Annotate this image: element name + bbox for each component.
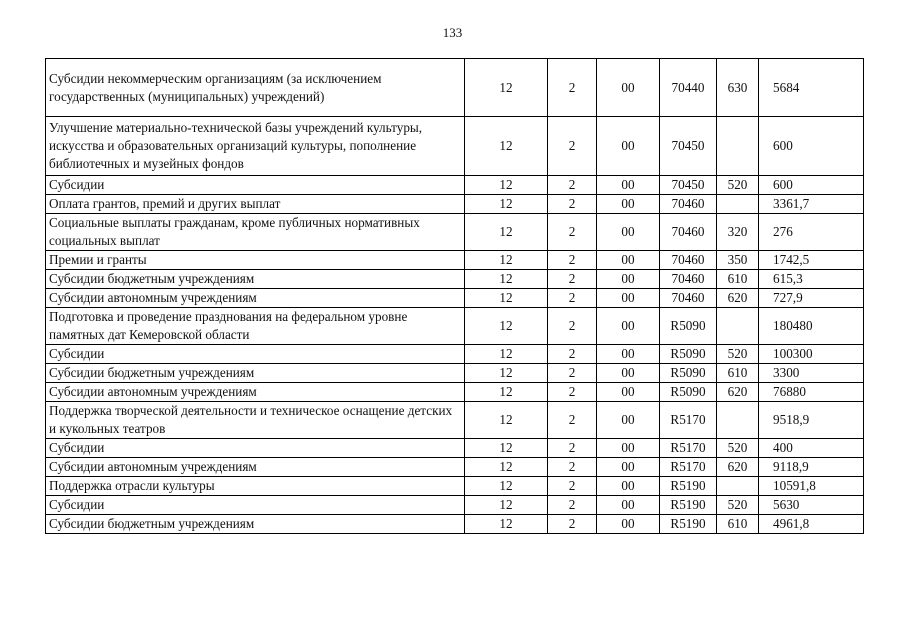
amount-cell: 5630 bbox=[759, 496, 864, 515]
expense-type-cell bbox=[717, 308, 759, 345]
section-cell: 12 bbox=[465, 270, 548, 289]
amount-cell: 76880 bbox=[759, 383, 864, 402]
section-cell: 12 bbox=[465, 176, 548, 195]
expense-type-cell: 610 bbox=[717, 270, 759, 289]
section-cell: 12 bbox=[465, 364, 548, 383]
expense-type-cell: 620 bbox=[717, 289, 759, 308]
section-cell: 12 bbox=[465, 117, 548, 176]
subsection-cell: 2 bbox=[548, 308, 597, 345]
program-cell: 00 bbox=[597, 496, 660, 515]
subsection-cell: 2 bbox=[548, 477, 597, 496]
amount-cell: 615,3 bbox=[759, 270, 864, 289]
table-row bbox=[46, 496, 864, 515]
expense-type-cell: 520 bbox=[717, 439, 759, 458]
subsection-cell: 2 bbox=[548, 117, 597, 176]
subsection-cell: 2 bbox=[548, 515, 597, 534]
subsection-cell: 2 bbox=[548, 345, 597, 364]
article-cell: R5170 bbox=[660, 439, 717, 458]
amount-cell: 9118,9 bbox=[759, 458, 864, 477]
section-cell: 12 bbox=[465, 308, 548, 345]
item-name-cell: Субсидии bbox=[46, 345, 465, 364]
subsection-cell: 2 bbox=[548, 402, 597, 439]
table-row bbox=[46, 117, 864, 176]
amount-cell: 4961,8 bbox=[759, 515, 864, 534]
amount-cell: 400 bbox=[759, 439, 864, 458]
article-cell: 70450 bbox=[660, 176, 717, 195]
subsection-cell: 2 bbox=[548, 214, 597, 251]
table-row bbox=[46, 195, 864, 214]
amount-cell: 1742,5 bbox=[759, 251, 864, 270]
expense-type-cell: 620 bbox=[717, 383, 759, 402]
table-row bbox=[46, 270, 864, 289]
program-cell: 00 bbox=[597, 383, 660, 402]
subsection-cell: 2 bbox=[548, 270, 597, 289]
program-cell: 00 bbox=[597, 515, 660, 534]
article-cell: R5170 bbox=[660, 458, 717, 477]
article-cell: R5090 bbox=[660, 308, 717, 345]
subsection-cell: 2 bbox=[548, 364, 597, 383]
article-cell: 70450 bbox=[660, 117, 717, 176]
table-row bbox=[46, 402, 864, 439]
item-name-cell: Субсидии автономным учреждениям bbox=[46, 458, 465, 477]
item-name-cell: Субсидии bbox=[46, 439, 465, 458]
amount-cell: 180480 bbox=[759, 308, 864, 345]
table-row bbox=[46, 289, 864, 308]
expense-type-cell bbox=[717, 477, 759, 496]
amount-cell: 3361,7 bbox=[759, 195, 864, 214]
amount-cell: 5684 bbox=[759, 59, 864, 117]
subsection-cell: 2 bbox=[548, 439, 597, 458]
section-cell: 12 bbox=[465, 289, 548, 308]
expense-type-cell: 320 bbox=[717, 214, 759, 251]
item-name-cell: Субсидии бюджетным учреждениям bbox=[46, 270, 465, 289]
item-name-cell: Субсидии бюджетным учреждениям bbox=[46, 364, 465, 383]
table-row bbox=[46, 176, 864, 195]
item-name-cell: Субсидии bbox=[46, 496, 465, 515]
amount-cell: 3300 bbox=[759, 364, 864, 383]
article-cell: 70460 bbox=[660, 270, 717, 289]
article-cell: R5090 bbox=[660, 383, 717, 402]
section-cell: 12 bbox=[465, 439, 548, 458]
program-cell: 00 bbox=[597, 176, 660, 195]
amount-cell: 10591,8 bbox=[759, 477, 864, 496]
amount-cell: 100300 bbox=[759, 345, 864, 364]
article-cell: R5170 bbox=[660, 402, 717, 439]
section-cell: 12 bbox=[465, 496, 548, 515]
expense-type-cell: 610 bbox=[717, 515, 759, 534]
table-row bbox=[46, 251, 864, 270]
program-cell: 00 bbox=[597, 345, 660, 364]
expense-type-cell bbox=[717, 402, 759, 439]
program-cell: 00 bbox=[597, 458, 660, 477]
item-name-cell: Подготовка и проведение празднования на федеральном уровне памятных дат Кемеровской области bbox=[46, 308, 465, 345]
subsection-cell: 2 bbox=[548, 176, 597, 195]
amount-cell: 9518,9 bbox=[759, 402, 864, 439]
table-row bbox=[46, 477, 864, 496]
article-cell: 70460 bbox=[660, 195, 717, 214]
expense-type-cell bbox=[717, 195, 759, 214]
program-cell: 00 bbox=[597, 439, 660, 458]
article-cell: R5190 bbox=[660, 496, 717, 515]
subsection-cell: 2 bbox=[548, 289, 597, 308]
article-cell: R5090 bbox=[660, 345, 717, 364]
table-row bbox=[46, 383, 864, 402]
table-row bbox=[46, 308, 864, 345]
table-row bbox=[46, 458, 864, 477]
table-row bbox=[46, 345, 864, 364]
section-cell: 12 bbox=[465, 195, 548, 214]
expense-type-cell: 520 bbox=[717, 496, 759, 515]
subsection-cell: 2 bbox=[548, 195, 597, 214]
section-cell: 12 bbox=[465, 251, 548, 270]
program-cell: 00 bbox=[597, 364, 660, 383]
article-cell: 70460 bbox=[660, 289, 717, 308]
budget-table bbox=[45, 58, 864, 534]
section-cell: 12 bbox=[465, 345, 548, 364]
amount-cell: 276 bbox=[759, 214, 864, 251]
expense-type-cell: 620 bbox=[717, 458, 759, 477]
amount-cell: 600 bbox=[759, 176, 864, 195]
item-name-cell: Субсидии бюджетным учреждениям bbox=[46, 515, 465, 534]
article-cell: 70440 bbox=[660, 59, 717, 117]
expense-type-cell: 630 bbox=[717, 59, 759, 117]
expense-type-cell: 520 bbox=[717, 345, 759, 364]
section-cell: 12 bbox=[465, 383, 548, 402]
program-cell: 00 bbox=[597, 59, 660, 117]
program-cell: 00 bbox=[597, 270, 660, 289]
amount-cell: 600 bbox=[759, 117, 864, 176]
item-name-cell: Поддержка отрасли культуры bbox=[46, 477, 465, 496]
item-name-cell: Поддержка творческой деятельности и техническое оснащение детских и кукольных театров bbox=[46, 402, 465, 439]
section-cell: 12 bbox=[465, 477, 548, 496]
item-name-cell: Социальные выплаты гражданам, кроме публичных нормативных социальных выплат bbox=[46, 214, 465, 251]
table-row bbox=[46, 59, 864, 117]
expense-type-cell: 520 bbox=[717, 176, 759, 195]
section-cell: 12 bbox=[465, 458, 548, 477]
item-name-cell: Субсидии автономным учреждениям bbox=[46, 383, 465, 402]
program-cell: 00 bbox=[597, 117, 660, 176]
section-cell: 12 bbox=[465, 214, 548, 251]
subsection-cell: 2 bbox=[548, 458, 597, 477]
program-cell: 00 bbox=[597, 402, 660, 439]
article-cell: R5190 bbox=[660, 515, 717, 534]
program-cell: 00 bbox=[597, 477, 660, 496]
subsection-cell: 2 bbox=[548, 383, 597, 402]
table-row bbox=[46, 439, 864, 458]
article-cell: R5190 bbox=[660, 477, 717, 496]
item-name-cell: Субсидии автономным учреждениям bbox=[46, 289, 465, 308]
section-cell: 12 bbox=[465, 515, 548, 534]
table-row bbox=[46, 515, 864, 534]
item-name-cell: Субсидии bbox=[46, 176, 465, 195]
program-cell: 00 bbox=[597, 289, 660, 308]
program-cell: 00 bbox=[597, 308, 660, 345]
expense-type-cell: 610 bbox=[717, 364, 759, 383]
item-name-cell: Субсидии некоммерческим организациям (за исключением государственных (муниципальных) учреждений) bbox=[46, 59, 465, 117]
budget-table-body bbox=[46, 59, 864, 534]
table-row bbox=[46, 364, 864, 383]
table-row bbox=[46, 214, 864, 251]
subsection-cell: 2 bbox=[548, 251, 597, 270]
section-cell: 12 bbox=[465, 59, 548, 117]
item-name-cell: Премии и гранты bbox=[46, 251, 465, 270]
article-cell: 70460 bbox=[660, 251, 717, 270]
expense-type-cell: 350 bbox=[717, 251, 759, 270]
article-cell: R5090 bbox=[660, 364, 717, 383]
amount-cell: 727,9 bbox=[759, 289, 864, 308]
item-name-cell: Улучшение материально-технической базы учреждений культуры, искусства и образовательных организаций культуры, пополнение библиотечных и музейных фондов bbox=[46, 117, 465, 176]
program-cell: 00 bbox=[597, 195, 660, 214]
subsection-cell: 2 bbox=[548, 496, 597, 515]
program-cell: 00 bbox=[597, 214, 660, 251]
expense-type-cell bbox=[717, 117, 759, 176]
program-cell: 00 bbox=[597, 251, 660, 270]
page-number: 133 bbox=[442, 25, 463, 40]
subsection-cell: 2 bbox=[548, 59, 597, 117]
item-name-cell: Оплата грантов, премий и других выплат bbox=[46, 195, 465, 214]
section-cell: 12 bbox=[465, 402, 548, 439]
article-cell: 70460 bbox=[660, 214, 717, 251]
